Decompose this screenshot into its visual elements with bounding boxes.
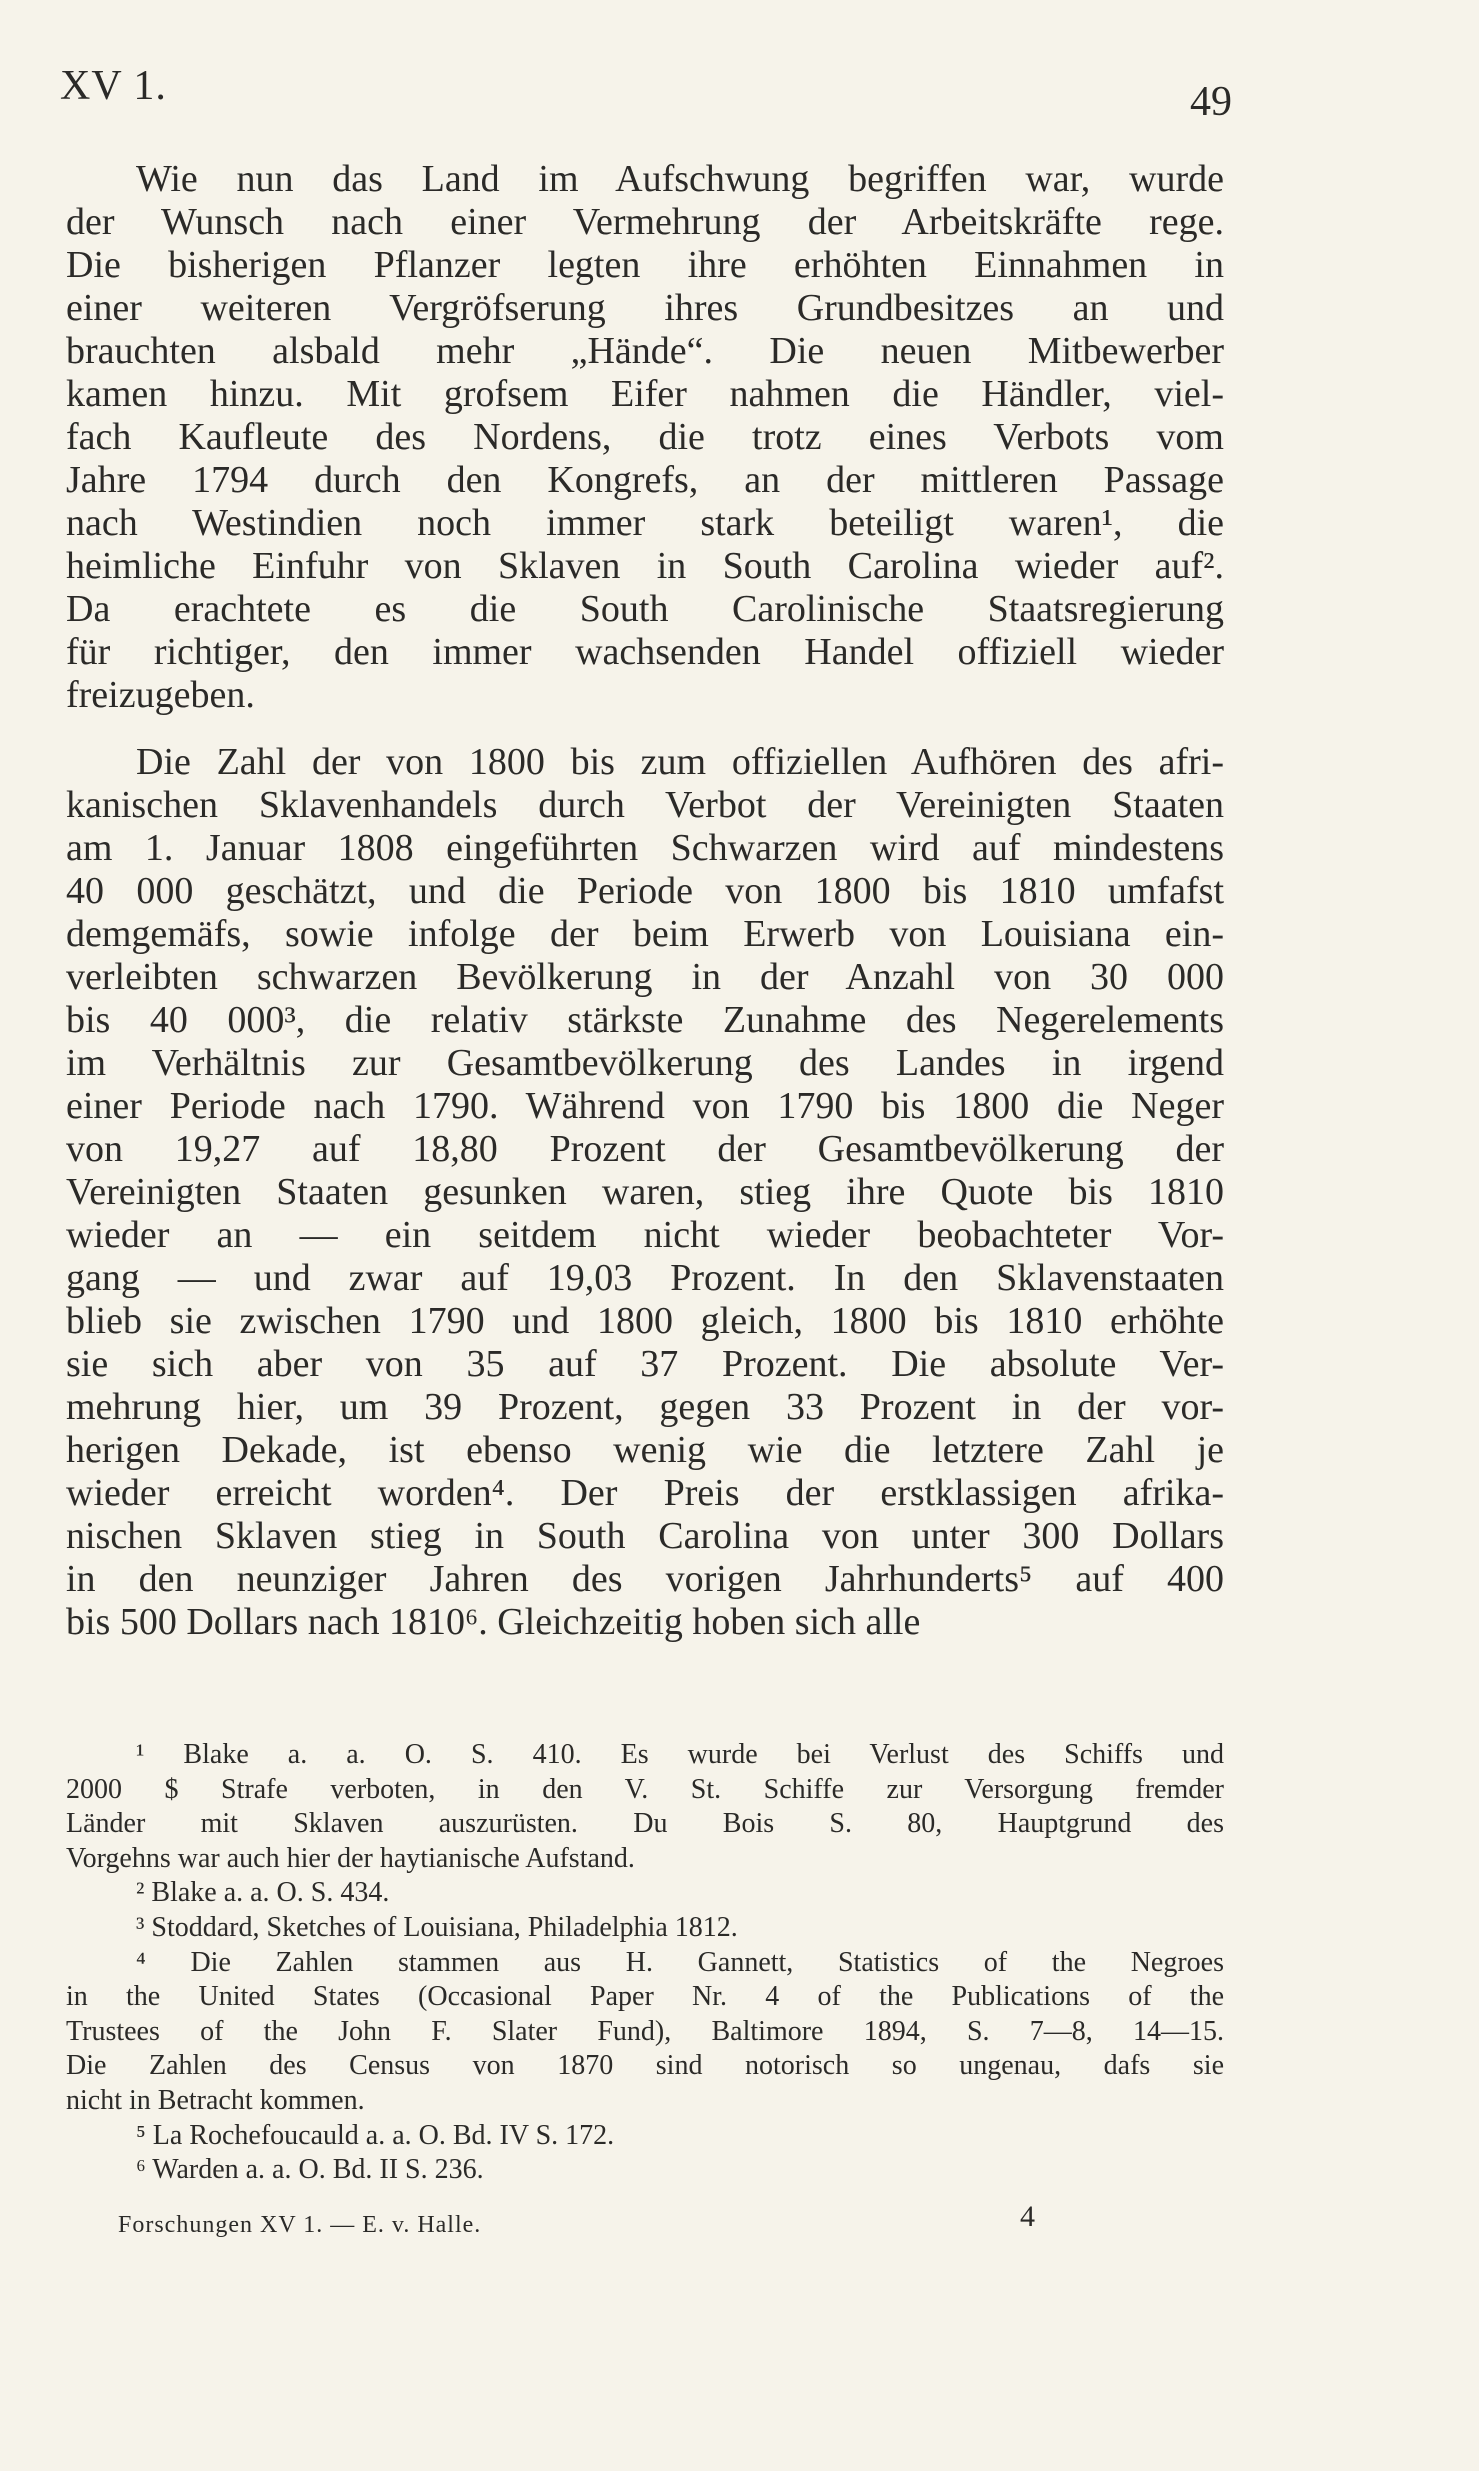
text-line: bis 40 000³, die relativ stärkste Zunahme des Negerelements (66, 999, 1224, 1041)
text-line: nischen Sklaven stieg in South Carolina von unter 300 Dollars (66, 1515, 1224, 1557)
text-line: ¹ Blake a. a. O. S. 410. Es wurde bei Verlust des Schiffs und (136, 1739, 1224, 1770)
text-line: mehrung hier, um 39 Prozent, gegen 33 Prozent in der vor- (66, 1386, 1224, 1428)
text-line: nach Westindien noch immer stark beteiligt waren¹, die (66, 502, 1224, 544)
text-line: Vereinigten Staaten gesunken waren, stieg ihre Quote bis 1810 (66, 1171, 1224, 1213)
text-line: Die bisherigen Pflanzer legten ihre erhöhten Einnahmen in (66, 244, 1224, 286)
text-line: brauchten alsbald mehr „Hände“. Die neuen Mitbewerber (66, 330, 1224, 372)
text-line: Wie nun das Land im Aufschwung begriffen war, wurde (136, 158, 1224, 200)
footnote (66, 1911, 1224, 1946)
footnote (66, 2119, 1224, 2154)
text-line: sie sich aber von 35 auf 37 Prozent. Die absolute Ver- (66, 1343, 1224, 1385)
text-line: Jahre 1794 durch den Kongrefs, an der mittleren Passage (66, 459, 1224, 501)
footnote (66, 2153, 1224, 2188)
text-line: Die Zahlen des Census von 1870 sind notorisch so ungenau, dafs sie (66, 2050, 1224, 2082)
footnotes (66, 1738, 1224, 2188)
text-line: 40 000 geschätzt, und die Periode von 1800 bis 1810 umfafst (66, 870, 1224, 912)
text-line: in the United States (Occasional Paper Nr. 4 of the Publications of the (66, 1981, 1224, 2013)
text-line: wieder erreicht worden⁴. Der Preis der erstklassigen afrika- (66, 1472, 1224, 1514)
text-line: fach Kaufleute des Nordens, die trotz eines Verbots vom (66, 416, 1224, 458)
text-line: der Wunsch nach einer Vermehrung der Arbeitskräfte rege. (66, 201, 1224, 243)
text-line: Die Zahl der von 1800 bis zum offiziellen Aufhören des afri- (136, 741, 1224, 783)
body-paragraph-2 (66, 741, 1224, 1644)
text-line: Trustees of the John F. Slater Fund), Baltimore 1894, S. 7—8, 14—15. (66, 2015, 1224, 2047)
text-line: von 19,27 auf 18,80 Prozent der Gesamtbevölkerung der (66, 1128, 1224, 1170)
text-line: ³ Stoddard, Sketches of Louisiana, Philadelphia 1812. (136, 1911, 738, 1943)
text-line: nicht in Betracht kommen. (66, 2084, 365, 2116)
text-line: blieb sie zwischen 1790 und 1800 gleich, 1800 bis 1810 erhöhte (66, 1300, 1224, 1342)
text-line: gang — und zwar auf 19,03 Prozent. In den Sklavenstaaten (66, 1257, 1224, 1299)
footer-imprint: Forschungen XV 1. — E. v. Halle. (118, 2212, 482, 2238)
text-line: bis 500 Dollars nach 1810⁶. Gleichzeitig hoben sich alle (66, 1601, 921, 1643)
text-line: 2000 $ Strafe verboten, in den V. St. Schiffe zur Versorgung fremder (66, 1773, 1224, 1805)
text-line: im Verhältnis zur Gesamtbevölkerung des Landes in irgend (66, 1042, 1224, 1084)
text-line: für richtiger, den immer wachsenden Handel offiziell wieder (66, 631, 1224, 673)
text-line: Da erachtete es die South Carolinische Staatsregierung (66, 588, 1224, 630)
text-line: einer weiteren Vergröfserung ihres Grundbesitzes an und (66, 287, 1224, 329)
text-line: kanischen Sklavenhandels durch Verbot der Vereinigten Staaten (66, 784, 1224, 826)
text-line: freizugeben. (66, 674, 255, 716)
page-number: 49 (1190, 79, 1232, 125)
text-line: ⁵ La Rochefoucauld a. a. O. Bd. IV S. 172. (136, 2119, 615, 2151)
text-line: ⁶ Warden a. a. O. Bd. II S. 236. (136, 2154, 484, 2186)
footnote (66, 1946, 1224, 2119)
text-line: am 1. Januar 1808 eingeführten Schwarzen wird auf mindestens (66, 827, 1224, 869)
sheet-signature: 4 (1020, 2200, 1035, 2233)
body-paragraph-1 (66, 158, 1224, 717)
text-line: verleibten schwarzen Bevölkerung in der Anzahl von 30 000 (66, 956, 1224, 998)
footnote (66, 1738, 1224, 1876)
text-line: demgemäfs, sowie infolge der beim Erwerb von Louisiana ein- (66, 913, 1224, 955)
text-line: ⁴ Die Zahlen stammen aus H. Gannett, Statistics of the Negroes (136, 1946, 1224, 1978)
text-line: Vorgehns war auch hier der haytianische Aufstand. (66, 1842, 635, 1874)
footnote (66, 1876, 1224, 1911)
text-line: heimliche Einfuhr von Sklaven in South Carolina wieder auf². (66, 545, 1224, 587)
text-line: wieder an — ein seitdem nicht wieder beobachteter Vor- (66, 1214, 1224, 1256)
text-line: kamen hinzu. Mit grofsem Eifer nahmen die Händler, viel- (66, 373, 1224, 415)
text-line: ² Blake a. a. O. S. 434. (136, 1877, 390, 1909)
text-line: herigen Dekade, ist ebenso wenig wie die letztere Zahl je (66, 1429, 1224, 1471)
text-line: Länder mit Sklaven auszurüsten. Du Bois S. 80, Hauptgrund des (66, 1808, 1224, 1840)
running-head: XV 1. (60, 63, 167, 109)
text-line: einer Periode nach 1790. Während von 1790 bis 1800 die Neger (66, 1085, 1224, 1127)
text-line: in den neunziger Jahren des vorigen Jahrhunderts⁵ auf 400 (66, 1558, 1224, 1600)
